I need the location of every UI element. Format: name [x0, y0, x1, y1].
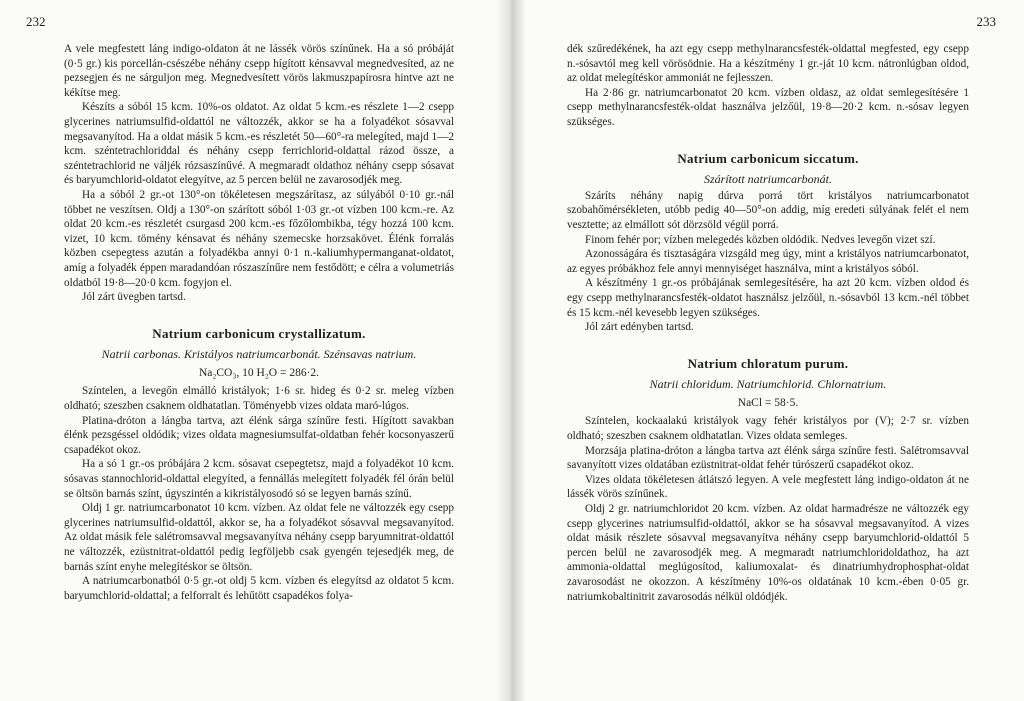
paragraph: Ha a só 1 gr.-os próbájára 2 kcm. sósavat csepegtetsz, majd a folyadékot 10 kcm. sósavas stannochlorid-oldattal elegyíted, a fennállás melegített folyadék fél órán belül se öltsön barnás színt, úgyszintén a kikristályosodó só se legyen barnás színű. [64, 458, 454, 500]
right-page [519, 0, 1024, 701]
paragraph: Száríts néhány napig dúrva porrá tört kristályos natriumcarbonatot szobahőmérsékleten, utóbb pedig 40—50°-on addig, míg eredeti súlyának felét el nem vesztette; az elmállott sót dörzsöld végül porrá. [567, 189, 969, 231]
paragraph: Morzsája platina-dróton a lángba tartva azt élénk sárga színűre festi. Salétromsavval savanyított vizes oldatában ezüstnitrat-oldat fehér túrószerű csapadékot okoz. [567, 444, 969, 472]
paragraph: Finom fehér por; vízben melegedés közben oldódik. Nedves levegőn vizet szí. [585, 233, 936, 246]
paragraph: Készíts a sóból 15 kcm. 10%-os oldatot. Az oldat 5 kcm.-es részlete 1—2 csepp glycerines natriumsulfid-oldattól ne változzék, akkor se ha a folyadékot sósavval megsavanyítod. Ha a oldat másik 5 kcm.-es részletét 50—60°-ra melegíted, majd 1—2 kcm. széntetrachloriddal és néhány csepp ferrichlorid-oldattal rázod össze, a széntetrachlorid ne váljék rózsaszínűvé. A megmaradt oldathoz néhány csepp sósavat és baryumchlorid-oldatot elegyítve, az 5 percen belül ne zavarosodjék meg. [64, 101, 454, 187]
paragraph: Vizes oldata tökéletesen átlátszó legyen. A vele megfestett láng indigo-oldaton át ne lássék vörös színűnek. [567, 473, 969, 501]
section-title: Natrium carbonicum crystallizatum. [152, 325, 366, 341]
paragraph: Jól zárt üvegben tartsd. [82, 291, 186, 304]
paragraph: Jól zárt edényben tartsd. [585, 321, 694, 334]
paragraph: Színtelen, kockaalakú kristályok vagy fehér kristályos por (V); 2·7 sr. vízben oldható; szeszben csaknem oldhatatlan. Vizes oldata semleges. [567, 415, 969, 443]
chemical-formula: NaCl = 58·5. [737, 396, 799, 409]
section-subtitle: Natrii chloridum. Natriumchlorid. Chlornatrium. [649, 377, 887, 392]
section-heading [567, 152, 969, 187]
paragraph: dék szűredékének, ha azt egy csepp methylnarancsfesték-oldattal megfested, egy csepp n.-sósavtól meg kell vörösödnie. Ha a készítmény 1 gr.-ját 10 kcm. nátronlúgban oldod, az oldat melegítéskor ammoniát ne fejlesszen. [567, 43, 969, 85]
paragraph: Színtelen, a levegőn elmálló kristályok; 1·6 sr. hideg és 0·2 sr. meleg vízben oldható; szeszben csaknem oldhatatlan. Töményebb vizes oldata maró-lúgos. [64, 385, 454, 413]
section-heading [64, 327, 454, 362]
left-page-body [64, 42, 454, 603]
left-page [0, 0, 505, 701]
section-title: Natrium carbonicum siccatum. [677, 150, 859, 166]
page-number: 233 [976, 14, 996, 29]
chemical-formula: Na₂CO₃, 10 H₂O = 286·2. [198, 366, 320, 379]
section-title: Natrium chloratum purum. [687, 355, 849, 371]
page-number: 232 [26, 14, 46, 29]
paragraph: Ha a sóból 2 gr.-ot 130°-on tökéletesen megszárítasz, az súlyából 0·10 gr.-nál többet ne veszítsen. Oldj a 130°-on szárított sóból 1·03 gr.-ot vízben 100 kcm.-re. Az oldat 20 kcm.-es részletét csurgasd 200 kcm.-es főzőlombikba, tégy hozzá 100 kcm. vizet, 10 kcm. tömény kénsavat és néhány szemecske horzsakövet. Élénk forralás közben csepegtess azután a folyadékba annyi 0·1 n.-kaliumhypermanganat-oldatot, amíg a folyadék éppen maradandóan rószaszínűre nem festődött; e célra a volumetriás oldatból 19·8—20·0 kcm. fogyjon el. [64, 188, 454, 289]
paragraph: A készítmény 1 gr.-os próbájának semlegesítésére, ha azt 20 kcm. vízben oldod és egy csepp methylnarancsfesték-oldatot használsz jelzőül, n.-sósavból 13 kcm.-nél többet és 15 kcm.-nél kevesebb legyen szükséges. [567, 277, 969, 319]
paragraph: A vele megfestett láng indigo-oldaton át ne lássék vörös színűnek. Ha a só próbáját (0·5 gr.) kis porcellán-csészébe néhány csepp hígított kénsavval megnedvesíted, az ne pezsegjen és ne sárguljon meg. Megnedvesített vörös lakmuszpapírosra hintve azt ne kékítse meg. [64, 43, 454, 99]
section-subtitle: Natrii carbonas. Kristályos natriumcarbonát. Szénsavas natrium. [101, 347, 417, 362]
paragraph: Oldj 2 gr. natriumchloridot 20 kcm. vízben. Az oldat harmadrésze ne változzék egy csepp glycerines natriumsulfid-oldattól, akkor se ha sósavval megsavanyítod. A vizes oldat másik részlete sósavval megsavanyítva néhány csepp baryumchlorid-oldattól 5 percen belül ne zavarosodjék meg. A megmaradt natriumchloridoldathoz, ha azt ammonia-oldattal meglúgosítod, kaliumoxalat- és dinatriumhydrophosphat-oldat zavarosodást ne okozzon. A készítmény 10%-os oldatának 10 kcm.-ében 0·05 gr. natriumkobaltinitrit zavarosodás nélkül oldódjék. [567, 503, 969, 603]
paragraph: Platina-dróton a lángba tartva, azt élénk sárga színűre festi. Hígított savakban élénk pezsgéssel oldódik; vizes oldata magnesiumsulfat-oldatban fehér kocsonyaszerű csapadékot okoz. [64, 414, 454, 456]
paragraph: Azonosságára és tisztaságára vizsgáld meg úgy, mint a kristályos natriumcarbonatot, az egyes próbákhoz fele annyi mennyiséget használva, mint a kristályos sóból. [567, 248, 969, 275]
paragraph: A natriumcarbonatból 0·5 gr.-ot oldj 5 kcm. vízben és elegyítsd az oldatot 5 kcm. baryumchlorid-oldattal; a felforralt és lehűtött csapadékos folya- [64, 575, 454, 602]
right-page-body [567, 42, 969, 604]
paragraph: Ha 2·86 gr. natriumcarbonatot 20 kcm. vízben oldasz, az oldat semlegesítésére 1 csepp methylnarancsfesték-oldat használva jelzőül, 19·8—20·2 kcm. n.-sósav legyen szükséges. [567, 86, 969, 128]
paragraph: Oldj 1 gr. natriumcarbonatot 10 kcm. vízben. Az oldat fele ne változzék egy csepp glycerines natriumsulfid-oldattól, akkor se, ha a folyadékot sósavval megsavanyítod. Az oldat másik fele salétromsavval megsavanyítva néhány csepp baryumnitrat-oldattól ne változzék, ezüstnitrat-oldattól pedig legföljebb csak gyengén tejesedjék meg, de barnás színt enyhe melegítéskor se öltsön. [64, 502, 454, 573]
section-heading [567, 357, 969, 392]
section-subtitle: Szárított natriumcarbonát. [703, 172, 832, 187]
